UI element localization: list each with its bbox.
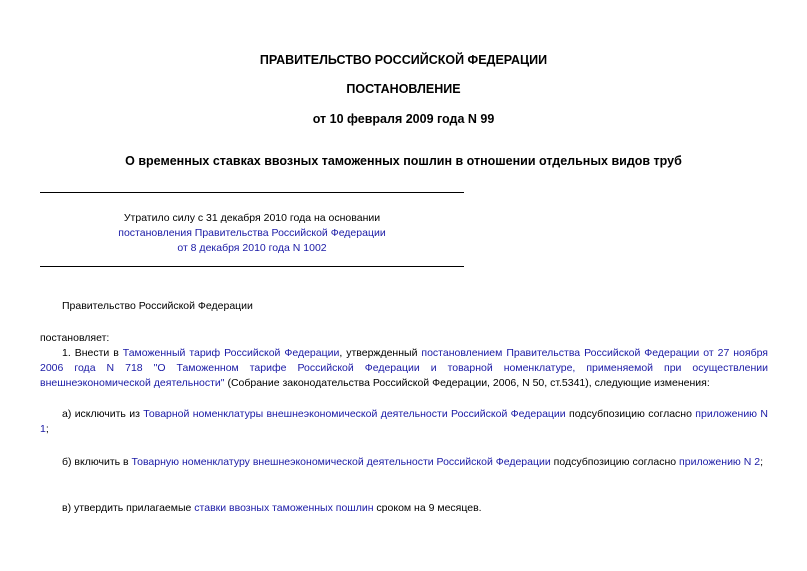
issuer-text: Правительство Российской Федерации [62, 300, 253, 312]
item-c-text-1: в) утвердить прилагаемые [62, 502, 195, 514]
paragraph-item-b [40, 455, 768, 470]
item1-text-3: (Собрание законодательства Российской Федерации, 2006, N 50, ст.5341), следующие изменения: [224, 377, 710, 389]
divider-bottom [40, 266, 464, 267]
item-b-text-3: ; [760, 456, 763, 468]
paragraph-item-a [40, 407, 768, 437]
item1-text-1: 1. Внести в [62, 347, 123, 359]
item-a-text-3: ; [45, 423, 49, 435]
repeal-act-link[interactable]: постановления Правительства Российской Федерации [118, 227, 386, 239]
item-a-text-1: а) исключить из [62, 408, 144, 420]
item1-text-2: , утвержденный [339, 347, 422, 359]
appendix-2-link[interactable]: приложению N 2 [679, 456, 761, 468]
repeal-act-date-link[interactable]: от 8 декабря 2010 года N 1002 [177, 242, 327, 254]
customs-tariff-link[interactable]: Таможенный тариф Российской Федерации [122, 347, 340, 359]
resolves-text: постановляет: [40, 332, 110, 344]
document-date-number: от 10 февраля 2009 года N 99 [312, 112, 495, 126]
resolution-718-link[interactable]: постановлением Правительства Российской Федерации от 27 ноября 2006 года N 718 "О Таможенном тарифе Российской Федерации и товарной номенклатуре, применяемой при осуществлении внешнеэкономической деятельности" [40, 347, 768, 389]
paragraph-item-c [40, 501, 768, 516]
tn-ved-link-b[interactable]: Товарную номенклатуру внешнеэкономической деятельности Российской Федерации [131, 456, 551, 468]
status-note-text: Утратило силу с 31 декабря 2010 года на основании [123, 212, 381, 224]
divider-top [40, 192, 464, 193]
item-a-text-2: подсубпозицию согласно [565, 408, 696, 420]
appendix-1-link[interactable]: приложению N 1 [40, 408, 768, 435]
item-c-text-2: сроком на 9 месяцев. [373, 502, 482, 514]
government-heading: ПРАВИТЕЛЬСТВО РОССИЙСКОЙ ФЕДЕРАЦИИ [259, 53, 548, 67]
item-b-text-2: подсубпозицию согласно [550, 456, 680, 468]
import-duty-rates-link[interactable]: ставки ввозных таможенных пошлин [194, 502, 374, 514]
document-type: ПОСТАНОВЛЕНИЕ [346, 82, 461, 96]
item-b-text-1: б) включить в [62, 456, 132, 468]
status-note [40, 211, 464, 256]
document-title: О временных ставках ввозных таможенных пошлин в отношении отдельных видов труб [125, 154, 682, 168]
tn-ved-link-a[interactable]: Товарной номенклатуры внешнеэкономической деятельности Российской Федерации [143, 408, 566, 420]
paragraph-item-1 [40, 346, 768, 391]
